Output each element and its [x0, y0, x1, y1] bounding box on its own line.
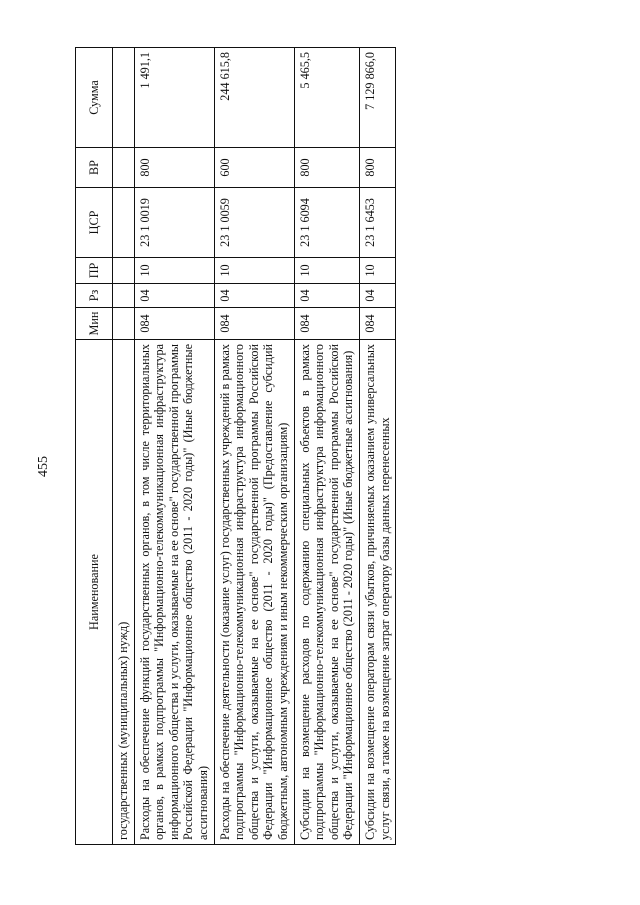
row-csr: 23 1 6453: [359, 188, 395, 258]
page-number: 455: [36, 456, 51, 477]
row-vr: 800: [359, 148, 395, 188]
row-csr: [113, 188, 135, 258]
row-pr: 10: [359, 258, 395, 284]
header-name: Наименование: [76, 340, 113, 845]
row-vr: 800: [294, 148, 359, 188]
row-pr: 10: [214, 258, 294, 284]
row-rz: 04: [294, 284, 359, 308]
row-sum: 7 129 866,0: [359, 48, 395, 148]
budget-table: [75, 47, 396, 845]
row-rz: [113, 284, 135, 308]
row-min: 084: [214, 308, 294, 340]
row-vr: [113, 148, 135, 188]
row-csr: 23 1 6094: [294, 188, 359, 258]
row-pr: 10: [294, 258, 359, 284]
header-sum: Сумма: [76, 48, 113, 148]
row-vr: 600: [214, 148, 294, 188]
row-sum: 5 465,5: [294, 48, 359, 148]
row-csr: 23 1 0059: [214, 188, 294, 258]
row-vr: 800: [134, 148, 214, 188]
row-pr: 10: [134, 258, 214, 284]
header-min: Мин: [76, 308, 113, 340]
row-min: 084: [294, 308, 359, 340]
table-row: [359, 48, 395, 845]
row-sum: [113, 48, 135, 148]
row-rz: 04: [214, 284, 294, 308]
header-rz: Рз: [76, 284, 113, 308]
row-name: государственных (муниципальных) нужд): [113, 340, 135, 845]
table-row: [113, 48, 135, 845]
header-pr: ПР: [76, 258, 113, 284]
table-row: [294, 48, 359, 845]
row-rz: 04: [134, 284, 214, 308]
row-min: [113, 308, 135, 340]
header-vr: ВР: [76, 148, 113, 188]
row-rz: 04: [359, 284, 395, 308]
row-sum: 244 615,8: [214, 48, 294, 148]
row-min: 084: [359, 308, 395, 340]
row-name: Субсидии на возмещение расходов по содержанию специальных объектов в рамках подпрограммы "Информационно-телекоммуникационная инфраструктура информационного общества и услуги, оказываемые на ее основе" государственной программы Российской Федерации "Информационное общество (2011 - 2020 годы)" (Иные бюджетные ассигнования): [294, 340, 359, 845]
row-name: Расходы на обеспечение деятельности (оказание услуг) государственных учреждений в рамках подпрограммы "Информационно-телекоммуникационная инфраструктура информационного общества и услуги, оказываемые на ее основе" государственной программы Российской Федерации "Информационное общество (2011 - 2020 годы)" (Предоставление субсидий бюджетным, автономным учреждениям и иным некоммерческим организациям): [214, 340, 294, 845]
table-header-row: [76, 48, 113, 845]
header-csr: ЦСР: [76, 188, 113, 258]
table-row: [214, 48, 294, 845]
row-csr: 23 1 0019: [134, 188, 214, 258]
row-name: Расходы на обеспечение функций государственных органов, в том числе территориальных органов, в рамках подпрограммы "Информационно-телекоммуникационная инфраструктура информационного общества и услуги, оказываемые на ее основе" государственной программы Российской Федерации "Информационное общество (2011 - 2020 годы)" (Иные бюджетные ассигнования): [134, 340, 214, 845]
row-sum: 1 491,1: [134, 48, 214, 148]
row-name: Субсидии на возмещение операторам связи убытков, причиняемых оказанием универсальных услуг связи, а также на возмещение затрат оператору базы данных перенесенных: [359, 340, 395, 845]
row-min: 084: [134, 308, 214, 340]
row-pr: [113, 258, 135, 284]
table-row: [134, 48, 214, 845]
